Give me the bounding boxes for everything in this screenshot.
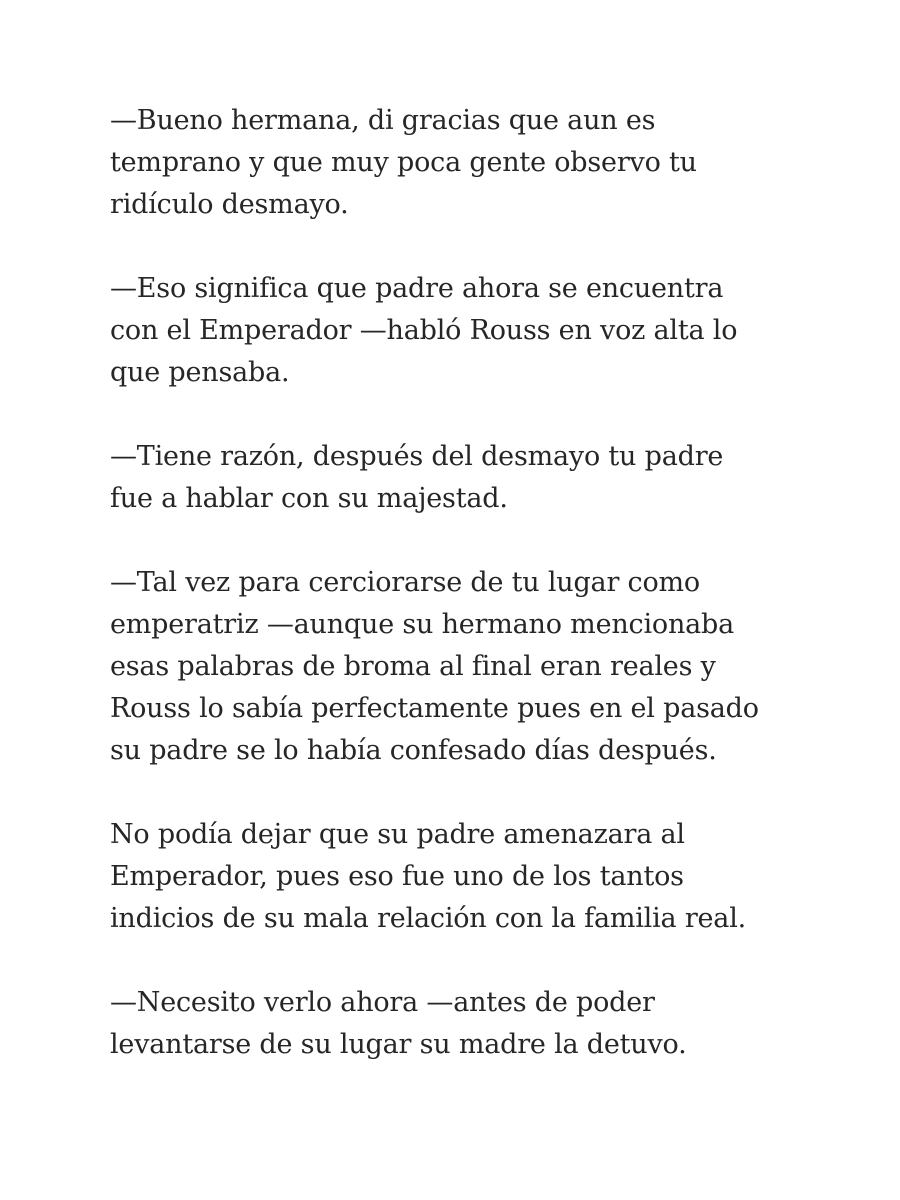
paragraph-1 [110,100,800,226]
text-line: ridículo desmayo. [110,189,349,220]
text-line: —Tiene razón, después del desmayo tu padre [110,441,724,472]
paragraph-spacer [110,520,800,562]
paragraph-2 [110,268,800,394]
paragraph-6 [110,982,800,1066]
document-body [110,100,800,1066]
text-line: su padre se lo había confesado días después. [110,735,717,766]
text-line: Rouss lo sabía perfectamente pues en el pasado [110,693,759,724]
text-line: emperatriz —aunque su hermano mencionaba [110,609,735,640]
paragraph-spacer [110,940,800,982]
text-line: No podía dejar que su padre amenazara al [110,819,685,850]
paragraph-spacer [110,226,800,268]
text-line: —Tal vez para cerciorarse de tu lugar como [110,567,700,598]
paragraph-3 [110,436,800,520]
paragraph-4 [110,562,800,772]
paragraph-spacer [110,394,800,436]
paragraph-spacer [110,772,800,814]
text-line: levantarse de su lugar su madre la detuvo. [110,1029,687,1060]
text-line: esas palabras de broma al final eran reales y [110,651,716,682]
text-line: Emperador, pues eso fue uno de los tantos [110,861,684,892]
text-line: —Eso significa que padre ahora se encuentra [110,273,724,304]
text-line: indicios de su mala relación con la familia real. [110,903,747,934]
text-line: con el Emperador —habló Rouss en voz alta lo [110,315,738,346]
text-line: temprano y que muy poca gente observo tu [110,147,697,178]
text-line: fue a hablar con su majestad. [110,483,508,514]
paragraph-5 [110,814,800,940]
text-line: —Necesito verlo ahora —antes de poder [110,987,655,1018]
text-line: que pensaba. [110,357,290,388]
text-line: —Bueno hermana, di gracias que aun es [110,105,656,136]
